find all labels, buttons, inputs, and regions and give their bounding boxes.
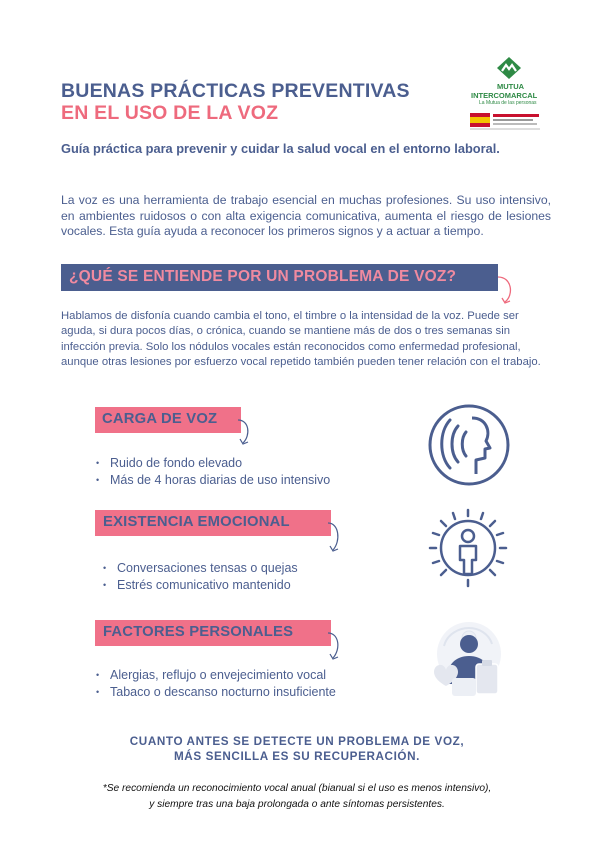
page-title-line1: BUENAS PRÁCTICAS PREVENTIVAS [61,80,410,102]
section-body: Hablamos de disfonía cuando cambia el tono, el timbre o la intensidad de la voz. Puede ser aguda, si dura pocos días, o crónica, cuando se mantiene más de dos o tres semanas sin infección previa. Solo los nódulos vocales están reconocidos como enfermedad profesional, aunque otras lesiones por esfuerzo vocal repetido también pueden tener relación con el trabajo. [61,310,541,368]
logo-name-line1: MUTUA [497,82,525,91]
section-heading: ¿QUÉ SE ENTIENDE POR UN PROBLEMA DE VOZ? [69,268,457,285]
footnote-line2: y siempre tras una baja prolongada o ante síntomas persistentes. [149,799,445,810]
curved-arrow-icon [498,275,518,309]
list-item: • Estrés comunicativo mantenido [103,577,298,594]
factor-list [96,667,336,700]
personal-health-icon [426,614,512,700]
factor-list [103,560,298,593]
ministry-divider [470,128,540,130]
footnote-line1: *Se recomienda un reconocimiento vocal anual (bianual si el uso es menos intensivo), [102,783,492,794]
page-title-line2: EN EL USO DE LA VOZ [61,102,279,124]
logo-tagline: La Mutua de las personas [479,100,537,106]
intro-paragraph: La voz es una herramienta de trabajo esencial en muchas profesiones. Su uso intensivo, en ambientes ruidosos o con alta exigencia comunicativa, aumenta el riesgo de lesiones vocales. Esta guía ayuda a reconocer los primeros signos y a actuar a tiempo. [61,193,551,238]
list-item: • Ruido de fondo elevado [96,455,330,472]
list-item: • Tabaco o descanso nocturno insuficiente [96,684,336,701]
speaking-head-icon [428,404,510,486]
closing-line1: CUANTO ANTES SE DETECTE UN PROBLEMA DE VOZ, [129,735,465,748]
curved-arrow-icon [328,521,344,557]
curved-arrow-icon [238,418,254,450]
factor-list [96,455,330,488]
logo-name-line2: INTERCOMARCAL [471,91,538,100]
ministry-logo [470,113,540,127]
factor-label: EXISTENCIA EMOCIONAL [103,514,290,530]
factor-label: CARGA DE VOZ [102,411,218,427]
curved-arrow-icon [328,631,344,665]
mutua-logo-icon [497,57,521,79]
list-item: • Alergias, reflujo o envejecimiento vocal [96,667,336,684]
stressed-person-icon [428,508,508,588]
list-item: • Conversaciones tensas o quejas [103,560,298,577]
page-subtitle: Guía práctica para prevenir y cuidar la salud vocal en el entorno laboral. [61,141,500,156]
list-item: • Más de 4 horas diarias de uso intensivo [96,472,330,489]
factor-label: FACTORES PERSONALES [103,624,294,640]
closing-line2: MÁS SENCILLA ES SU RECUPERACIÓN. [173,750,421,763]
